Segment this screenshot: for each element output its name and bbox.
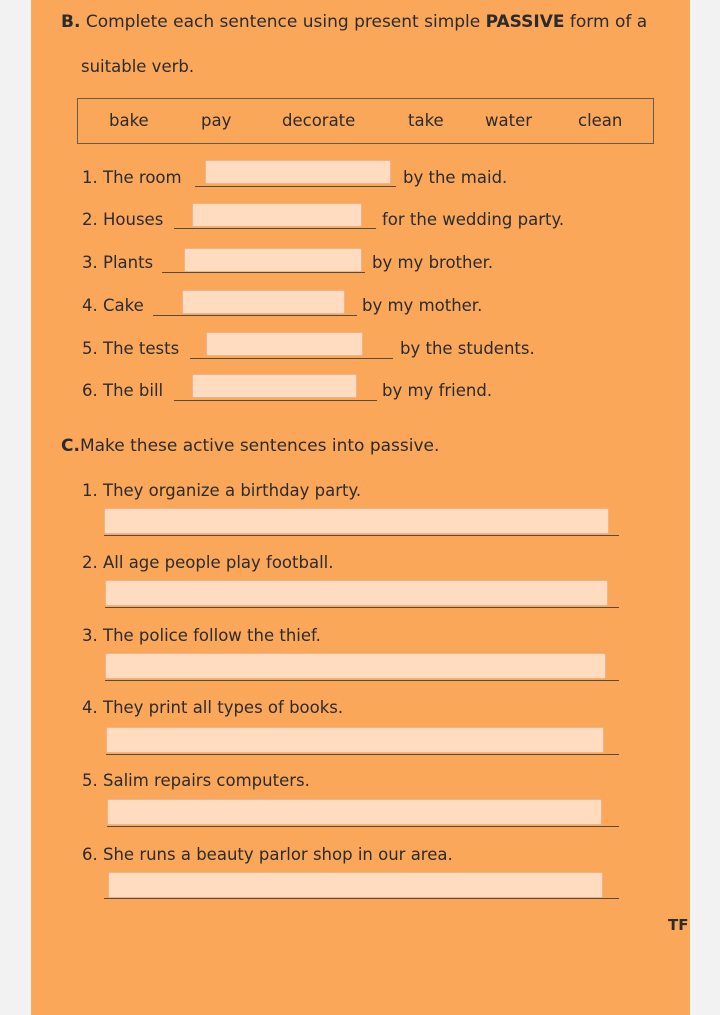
b-item-1-suffix: by the maid. (403, 168, 508, 187)
c-item-4-answer-line (106, 754, 619, 755)
word-pay: pay (201, 111, 232, 130)
b-item-4-prefix: 4. Cake (82, 296, 144, 315)
section-b-label: B. (61, 12, 81, 32)
c-item-1-answer-line (104, 535, 619, 536)
c-item-6-question: 6. She runs a beauty parlor shop in our area. (82, 845, 453, 864)
word-clean: clean (578, 111, 623, 130)
b-item-4-suffix: by my mother. (362, 296, 483, 315)
c-item-3-question: 3. The police follow the thief. (82, 626, 321, 645)
c-item-5-answer-line (107, 826, 619, 827)
word-take: take (408, 111, 444, 130)
b-item-3-prefix: 3. Plants (82, 253, 154, 272)
c-item-2-question: 2. All age people play football. (82, 553, 334, 572)
b-item-6-prefix: 6. The bill (82, 381, 164, 400)
c-item-6-answer-field[interactable] (108, 872, 603, 898)
section-b-title-post: form of a (564, 12, 648, 32)
b-item-2-answer-field[interactable] (192, 203, 362, 227)
c-item-6-answer-line (104, 898, 619, 899)
c-item-5-answer-field[interactable] (107, 799, 602, 825)
word-decorate: decorate (282, 111, 356, 130)
section-b-title-line2: suitable verb. (81, 57, 195, 76)
b-item-5-prefix: 5. The tests (82, 339, 180, 358)
b-item-3-answer-field[interactable] (184, 248, 362, 272)
b-item-5-suffix: by the students. (400, 339, 535, 358)
section-b-title (61, 12, 647, 32)
section-c-title-text: Make these active sentences into passive. (79, 436, 440, 456)
c-item-4-question: 4. They print all types of books. (82, 698, 344, 717)
b-item-3-answer-line (162, 272, 365, 273)
section-b-title-bold: PASSIVE (485, 12, 565, 32)
section-c-label: C. (61, 436, 80, 456)
word-water: water (485, 111, 533, 130)
b-item-4-answer-field[interactable] (182, 290, 345, 314)
b-item-1-answer-field[interactable] (205, 160, 391, 184)
section-b-title-pre: Complete each sentence using present simple (80, 12, 486, 32)
b-item-1-answer-line (195, 186, 396, 187)
b-item-5-answer-field[interactable] (206, 332, 363, 356)
c-item-2-answer-field[interactable] (105, 580, 608, 606)
b-item-6-suffix: by my friend. (382, 381, 493, 400)
word-bake: bake (109, 111, 149, 130)
b-item-2-suffix: for the wedding party. (382, 210, 565, 229)
c-item-3-answer-field[interactable] (105, 653, 606, 679)
c-item-1-answer-field[interactable] (104, 508, 609, 534)
b-item-5-answer-line (190, 358, 393, 359)
c-item-4-answer-field[interactable] (106, 727, 604, 753)
section-c-title (61, 436, 439, 456)
b-item-4-answer-line (153, 315, 357, 316)
b-item-2-prefix: 2. Houses (82, 210, 164, 229)
b-item-1-prefix: 1. The room (82, 168, 182, 187)
c-item-5-question: 5. Salim repairs computers. (82, 771, 310, 790)
b-item-2-answer-line (174, 228, 376, 229)
c-item-1-question: 1. They organize a birthday party. (82, 481, 362, 500)
b-item-6-answer-field[interactable] (192, 374, 357, 398)
b-item-6-answer-line (174, 400, 377, 401)
b-item-3-suffix: by my brother. (372, 253, 494, 272)
corner-cutoff-text: TF (668, 916, 689, 934)
c-item-3-answer-line (105, 680, 619, 681)
c-item-2-answer-line (105, 607, 619, 608)
word-bank-box (77, 98, 654, 144)
